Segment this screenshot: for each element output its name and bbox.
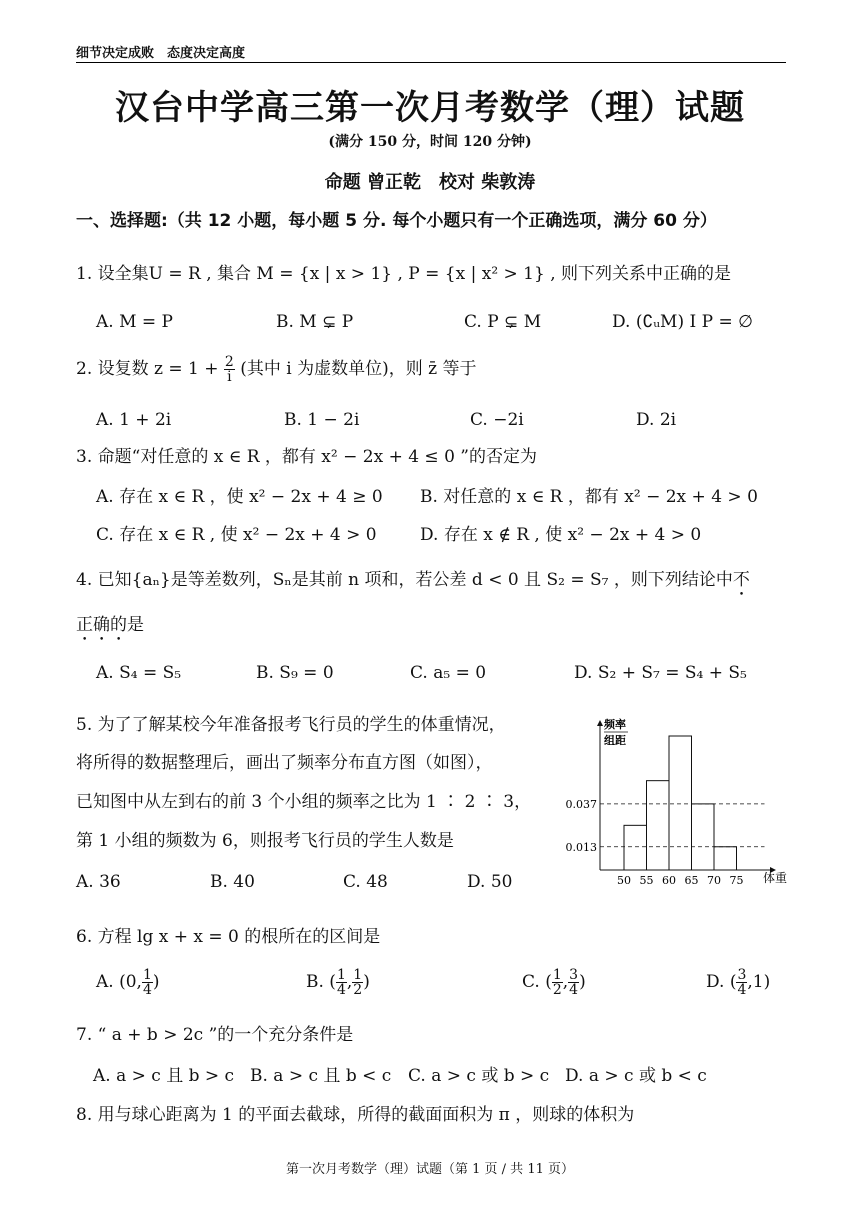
question-6-option-a — [96, 968, 160, 997]
question-4-emphasis-1: 不 — [732, 570, 750, 590]
question-4-option-c: C. a₅ = 0 — [410, 663, 487, 683]
fraction-3-over-4 — [568, 968, 579, 997]
fraction-1-over-4 — [336, 968, 347, 997]
question-7-option-b: B. a > c 且 b < c — [250, 1066, 392, 1086]
question-4-option-b: B. S₉ = 0 — [256, 663, 334, 683]
question-4-stem-cont — [76, 610, 144, 645]
question-4-option-a: A. S₄ = S₅ — [96, 663, 182, 683]
question-4-stem-end: 是 — [127, 615, 144, 635]
fraction-numerator: 3 — [737, 967, 747, 983]
x-axis-label: 体重 — [763, 871, 788, 885]
option-d-pre: D. ( — [706, 972, 737, 992]
question-2-option-d: D. 2i — [636, 410, 677, 430]
fraction-numerator: 1 — [353, 967, 363, 983]
question-2-stem — [76, 354, 477, 384]
section-heading: 一、选择题:（共 12 小题，每小题 5 分. 每个小题只有一个正确选项，满分 60 分） — [76, 211, 717, 231]
fraction-denominator: 4 — [737, 982, 747, 998]
question-6-option-b: B. ( $\frac{1}{4}$ , $\frac{1}{2}$ ) — [306, 967, 370, 998]
question-5-option-c: C. 48 — [343, 872, 388, 892]
fraction-1-over-2 — [352, 968, 363, 997]
question-1-option-a: A. M = P — [96, 312, 173, 332]
fraction-3-over-4 — [736, 968, 747, 997]
fraction-denominator: 4 — [569, 982, 579, 998]
question-6-option-d — [706, 968, 770, 997]
question-7-option-a: A. a > c 且 b > c — [93, 1066, 235, 1086]
question-2-option-b: B. 1 − 2i — [284, 410, 360, 430]
option-b-post: ) — [363, 972, 370, 992]
question-3-stem: 3. 命题“对任意的 x ∈ R ，都有 x² − 2x + 4 ≤ 0 ”的否定为 — [76, 447, 537, 467]
option-a-pre: A. (0, — [96, 972, 142, 992]
question-4-option-d: D. S₂ + S₇ = S₄ + S₅ — [574, 663, 747, 683]
x-tick-label: 65 — [684, 874, 699, 887]
histogram-plot — [566, 720, 777, 887]
y-axis-label-top: 频率 — [604, 718, 626, 731]
page-title: 汉台中学高三第一次月考数学（理）试题 — [115, 88, 745, 128]
question-1-option-b: B. M ⊊ P — [276, 312, 354, 332]
fraction-numerator: 2 — [224, 354, 234, 370]
histogram-bar — [647, 781, 670, 870]
fraction-numerator: 1 — [142, 967, 152, 983]
option-c-post: ) — [579, 972, 586, 992]
fraction-denominator: 2 — [552, 982, 562, 998]
histogram-bar — [669, 736, 692, 870]
question-2-option-c: C. −2i — [470, 410, 524, 430]
question-2-stem-post: (其中 i 为虚数单位)，则 z̄ 等于 — [240, 359, 477, 379]
y-axis-arrow — [597, 720, 603, 726]
fraction-2-over-i — [224, 355, 235, 384]
fraction-numerator: 1 — [552, 967, 562, 983]
question-1-option-c: C. P ⊊ M — [464, 312, 542, 332]
x-tick-label: 50 — [617, 874, 631, 887]
x-tick-label: 60 — [662, 874, 676, 887]
header-motto: 细节决定成败 态度决定高度 — [76, 46, 246, 61]
fraction-numerator: 3 — [569, 967, 579, 983]
question-4-stem — [76, 565, 750, 600]
question-5-option-d: D. 50 — [467, 872, 513, 892]
x-tick-label: 55 — [639, 874, 654, 887]
question-7-option-d: D. a > c 或 b < c — [565, 1066, 707, 1086]
page-footer: 第一次月考数学（理）试题（第 1 页 / 共 11 页） — [286, 1162, 574, 1177]
header-divider — [76, 62, 786, 63]
question-4-stem-main: 4. 已知{aₙ}是等差数列，Sₙ是其前 n 项和，若公差 d < 0 且 S₂ = S₇ ，则下列结论中 — [76, 570, 733, 590]
authors-line: 命题 曾正乾 校对 柴敦涛 — [324, 172, 536, 193]
question-8-stem: 8. 用与球心距离为 1 的平面去截球，所得的截面面积为 π ，则球的体积为 — [76, 1105, 635, 1125]
fraction-1-over-2 — [552, 968, 563, 997]
fraction-denominator: 2 — [353, 982, 363, 998]
question-4-emphasis-2: 正确的 — [76, 615, 127, 635]
fraction-denominator: 4 — [336, 982, 346, 998]
question-5-option-b: B. 40 — [210, 872, 255, 892]
fraction-numerator: 1 — [336, 967, 346, 983]
question-7-stem: 7. “ a + b > 2c ”的一个充分条件是 — [76, 1025, 354, 1045]
x-tick-label: 75 — [729, 874, 744, 887]
histogram-bar — [624, 825, 647, 870]
question-3-option-c: C. 存在 x ∈ R , 使 x² − 2x + 4 > 0 — [96, 525, 377, 545]
question-3-option-b: B. 对任意的 x ∈ R ，都有 x² − 2x + 4 > 0 — [420, 487, 758, 507]
question-5-option-a: A. 36 — [76, 872, 121, 892]
question-6-stem: 6. 方程 lg x + x = 0 的根所在的区间是 — [76, 927, 381, 947]
question-5-line-3: 已知图中从左到右的前 3 个小组的频率之比为 1 ∶ 2 ∶ 3， — [76, 792, 532, 812]
fraction-denominator: 4 — [142, 982, 152, 998]
question-1-stem: 1. 设全集U = R , 集合 M = {x | x > 1} , P = {x | x² > 1} , 则下列关系中正确的是 — [76, 264, 732, 284]
option-c-pre: C. ( — [522, 972, 552, 992]
question-7-option-c: C. a > c 或 b > c — [408, 1066, 550, 1086]
question-5-line-2: 将所得的数据整理后，画出了频率分布直方图（如图）， — [76, 753, 493, 773]
option-a-post: ) — [152, 972, 160, 992]
frequency-histogram — [560, 716, 790, 896]
question-5-line-4: 第 1 小组的频数为 6，则报考飞行员的学生人数是 — [76, 831, 454, 851]
question-2-stem-pre: 2. 设复数 z = 1 + — [76, 359, 219, 379]
question-3-option-d: D. 存在 x ∉ R , 使 x² − 2x + 4 > 0 — [420, 525, 702, 545]
question-2-option-a: A. 1 + 2i — [96, 410, 172, 430]
question-3-option-a: A. 存在 x ∈ R ，使 x² − 2x + 4 ≥ 0 — [96, 487, 383, 507]
question-6-option-c: C. ( $\frac{1}{2}$ , $\frac{3}{4}$ ) — [522, 967, 586, 998]
option-b-pre: B. ( — [306, 972, 336, 992]
fraction-denominator: i — [227, 369, 232, 385]
question-5-line-1: 5. 为了了解某校今年准备报考飞行员的学生的体重情况， — [76, 715, 506, 735]
histogram-bar — [714, 847, 737, 870]
question-1-option-d: D. (∁ᵤM) I P = ∅ — [612, 312, 753, 332]
option-d-post: ,1) — [747, 972, 771, 992]
page-subtitle: (满分 150 分，时间 120 分钟) — [328, 134, 532, 150]
x-tick-label: 70 — [707, 874, 721, 887]
y-axis-label-bottom: 组距 — [604, 734, 626, 747]
y-tick-label: 0.013 — [565, 840, 597, 854]
histogram-bar — [692, 804, 715, 870]
y-tick-label: 0.037 — [565, 797, 597, 811]
fraction-1-over-4 — [142, 968, 153, 997]
